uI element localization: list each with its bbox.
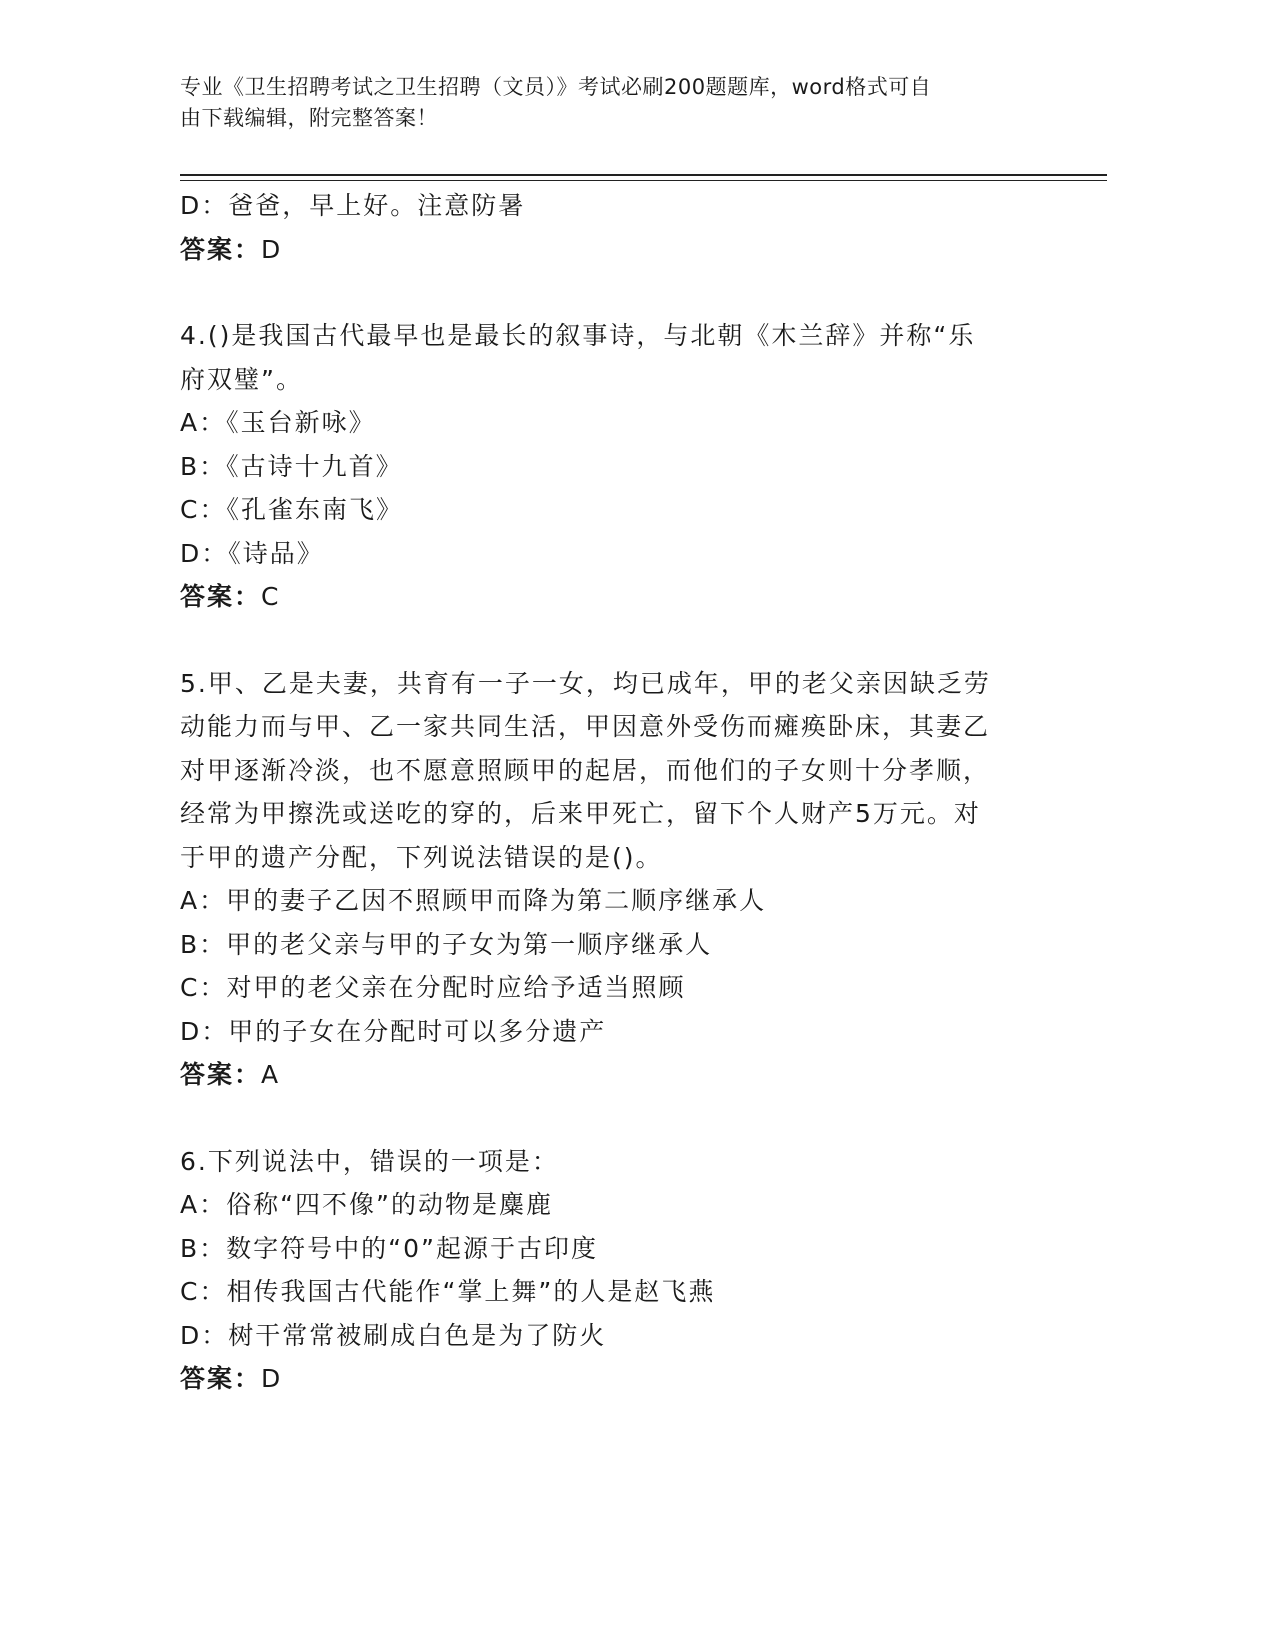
q5-option-a: A：甲的妻子乙因不照顾甲而降为第二顺序继承人 [180, 886, 767, 915]
q4-stem-line-2: 府双璧”。 [180, 364, 303, 394]
q5-stem-line-2: 动能力而与甲、乙一家共同生活，甲因意外受伤而瘫痪卧床，其妻乙 [180, 712, 991, 741]
q5-stem-line-4: 经常为甲擦洗或送吃的穿的，后来甲死亡，留下个人财产5万元。对 [180, 799, 981, 828]
q6-answer [180, 1357, 1040, 1401]
q5-stem-line-5: 于甲的遗产分配，下列说法错误的是()。 [180, 842, 663, 872]
header-line-2: 由下载编辑，附完整答案！ [180, 106, 438, 130]
q3-option-d: D：爸爸，早上好。注意防暑 [180, 191, 526, 220]
q5-option-b: B：甲的老父亲与甲的子女为第一顺序继承人 [180, 929, 713, 959]
header-rule [180, 174, 1107, 176]
q5-answer-label: 答案： [180, 1060, 262, 1089]
header-line-1: 专业《卫生招聘考试之卫生招聘（文员）》考试必刷200题题库，word格式可自 [180, 75, 932, 99]
q4-answer [180, 575, 1040, 619]
question-3-tail [180, 184, 1040, 271]
q6-answer-value: D [261, 1364, 283, 1393]
q3-answer [180, 228, 1040, 272]
q5-answer [180, 1053, 1040, 1097]
q6-option-a: A：俗称“四不像”的动物是麋鹿 [180, 1190, 554, 1219]
q3-answer-value: D [261, 234, 283, 264]
q5-stem-line-3: 对甲逐渐冷淡，也不愿意照顾甲的起居，而他们的子女则十分孝顺， [180, 755, 991, 785]
q6-stem-line-1: 6.下列说法中，错误的一项是： [180, 1146, 559, 1176]
q4-stem-line-1: 4.()是我国古代最早也是最长的叙事诗，与北朝《木兰辞》并称“乐 [180, 321, 976, 350]
q5-answer-value: A [261, 1060, 281, 1089]
q5-stem-line-1: 5.甲、乙是夫妻，共育有一子一女，均已成年，甲的老父亲因缺乏劳 [180, 668, 991, 698]
q4-option-a: A：《玉台新咏》 [180, 408, 376, 437]
q6-option-b: B：数字符号中的“0”起源于古印度 [180, 1233, 598, 1263]
q4-option-d: D：《诗品》 [180, 538, 324, 568]
question-4 [180, 314, 1040, 619]
q5-option-d: D：甲的子女在分配时可以多分遗产 [180, 1016, 607, 1046]
q3-answer-label: 答案： [180, 234, 262, 264]
header-rule-thin [180, 180, 1107, 181]
q6-answer-label: 答案： [180, 1364, 262, 1393]
q6-option-d: D：树干常常被刷成白色是为了防火 [180, 1320, 607, 1350]
q4-answer-label: 答案： [180, 582, 262, 611]
q4-option-b: B：《古诗十九首》 [180, 451, 403, 481]
page-header [180, 72, 1040, 134]
question-5 [180, 662, 1040, 1097]
q6-option-c: C：相传我国古代能作“掌上舞”的人是赵飞燕 [180, 1277, 716, 1306]
q5-option-c: C：对甲的老父亲在分配时应给予适当照顾 [180, 973, 686, 1002]
q4-answer-value: C [261, 582, 281, 611]
q4-option-c: C：《孔雀东南飞》 [180, 495, 403, 524]
document-body [180, 184, 1040, 1401]
question-6 [180, 1140, 1040, 1401]
